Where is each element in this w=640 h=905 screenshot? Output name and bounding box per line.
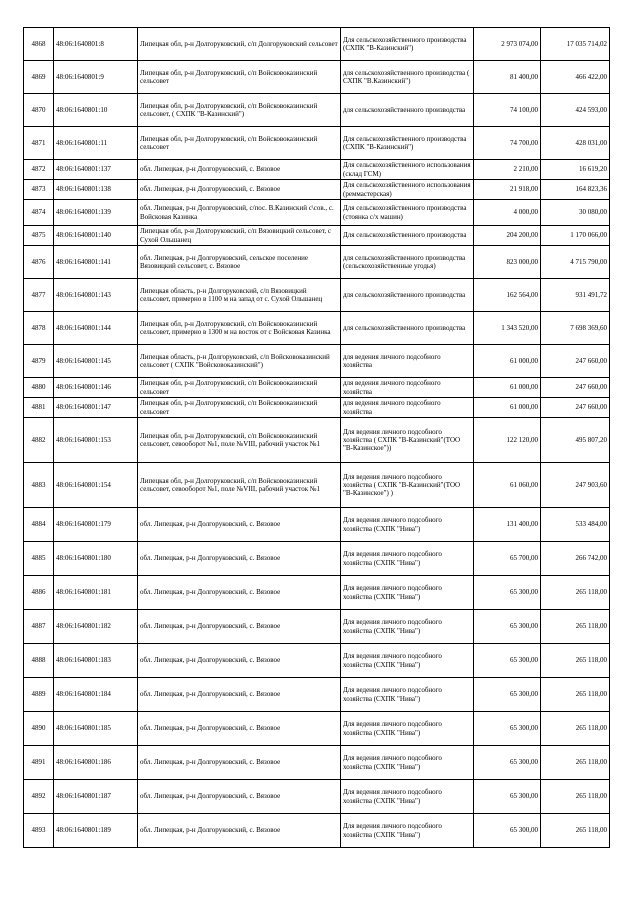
address-cell: обл. Липецкая, р-н Долгоруковский, с. Вязовое bbox=[138, 712, 341, 746]
table-row bbox=[24, 127, 610, 160]
table-row bbox=[24, 345, 610, 378]
table-row bbox=[24, 200, 610, 226]
row-number-cell: 4872 bbox=[24, 160, 54, 180]
table-row bbox=[24, 780, 610, 814]
area-cell: 65 300,00 bbox=[474, 814, 541, 848]
area-cell: 65 300,00 bbox=[474, 712, 541, 746]
row-number-cell: 4868 bbox=[24, 28, 54, 61]
cadastral-number-cell: 48:06:1640801:179 bbox=[54, 508, 138, 542]
area-cell: 823 000,00 bbox=[474, 246, 541, 279]
table-row bbox=[24, 463, 610, 508]
cadastral-value-cell: 247 903,60 bbox=[541, 463, 610, 508]
table-body bbox=[24, 28, 610, 848]
row-number-cell: 4869 bbox=[24, 61, 54, 94]
area-cell: 1 343 520,00 bbox=[474, 312, 541, 345]
cadastral-value-cell: 247 660,00 bbox=[541, 398, 610, 418]
land-use-cell: Для ведения личного подсобного хозяйства ( СХПК "В-Казинский"(ТОО "В-Казинское") ) bbox=[341, 463, 474, 508]
table-row bbox=[24, 542, 610, 576]
cadastral-number-cell: 48:06:1640801:187 bbox=[54, 780, 138, 814]
table-row bbox=[24, 226, 610, 246]
address-cell: Липецкая обл, р-н Долгоруковский, с/п Войсковоказинский сельсовет, ( СХПК "В-Казинский") bbox=[138, 94, 341, 127]
row-number-cell: 4881 bbox=[24, 398, 54, 418]
cadastral-value-cell: 931 491,72 bbox=[541, 279, 610, 312]
cadastral-number-cell: 48:06:1640801:183 bbox=[54, 644, 138, 678]
cadastral-number-cell: 48:06:1640801:141 bbox=[54, 246, 138, 279]
address-cell: обл. Липецкая, р-н Долгоруковский, с. Вязовое bbox=[138, 576, 341, 610]
area-cell: 74 100,00 bbox=[474, 94, 541, 127]
cadastral-number-cell: 48:06:1640801:137 bbox=[54, 160, 138, 180]
cadastral-number-cell: 48:06:1640801:184 bbox=[54, 678, 138, 712]
address-cell: обл. Липецкая, р-н Долгоруковский, с. Вязовое bbox=[138, 746, 341, 780]
row-number-cell: 4888 bbox=[24, 644, 54, 678]
area-cell: 65 300,00 bbox=[474, 678, 541, 712]
land-use-cell: Для сельскохозяйственного производства bbox=[341, 226, 474, 246]
cadastral-number-cell: 48:06:1640801:9 bbox=[54, 61, 138, 94]
land-use-cell: Для сельскохозяйственного использования (реммастерская) bbox=[341, 180, 474, 200]
area-cell: 131 400,00 bbox=[474, 508, 541, 542]
area-cell: 65 300,00 bbox=[474, 576, 541, 610]
address-cell: Липецкая обл, р-н Долгоруковский, с/п Войсковоказинский сельсовет bbox=[138, 378, 341, 398]
address-cell: обл. Липецкая, р-н Долгоруковский, с. Вязовое bbox=[138, 814, 341, 848]
land-use-cell: для сельскохозяйственного производства ( СХПК "В.Казинский") bbox=[341, 61, 474, 94]
address-cell: Липецкая обл, р-н Долгоруковский, с/п Вязовицкий сельсовет, с Сухой Ольшанец bbox=[138, 226, 341, 246]
land-use-cell: Для ведения личного подсобного хозяйства (СХПК "Нива") bbox=[341, 678, 474, 712]
address-cell: Липецкая обл, р-н Долгоруковский, с/п Войсковоказинский сельсовет, севооборот №1, поле №VIII, рабочий участок №1 bbox=[138, 418, 341, 463]
table-row bbox=[24, 378, 610, 398]
cadastral-number-cell: 48:06:1640801:144 bbox=[54, 312, 138, 345]
row-number-cell: 4891 bbox=[24, 746, 54, 780]
table-row bbox=[24, 160, 610, 180]
cadastral-value-cell: 466 422,00 bbox=[541, 61, 610, 94]
cadastral-number-cell: 48:06:1640801:186 bbox=[54, 746, 138, 780]
address-cell: обл. Липецкая, р-н Долгоруковский, с. Вязовое bbox=[138, 678, 341, 712]
table-row bbox=[24, 418, 610, 463]
area-cell: 4 000,00 bbox=[474, 200, 541, 226]
cadastral-number-cell: 48:06:1640801:138 bbox=[54, 180, 138, 200]
land-use-cell: для сельскохозяйственного производства (сельскохозяйственные угодья) bbox=[341, 246, 474, 279]
row-number-cell: 4889 bbox=[24, 678, 54, 712]
cadastral-value-cell: 266 742,00 bbox=[541, 542, 610, 576]
cadastral-number-cell: 48:06:1640801:185 bbox=[54, 712, 138, 746]
land-use-cell: Для ведения личного подсобного хозяйства (СХПК "Нива") bbox=[341, 576, 474, 610]
table-row bbox=[24, 712, 610, 746]
address-cell: обл. Липецкая, р-н Долгоруковский, с. Вязовое bbox=[138, 610, 341, 644]
land-use-cell: Для ведения личного подсобного хозяйства (СХПК "Нива") bbox=[341, 780, 474, 814]
area-cell: 61 000,00 bbox=[474, 378, 541, 398]
row-number-cell: 4886 bbox=[24, 576, 54, 610]
document-page bbox=[23, 27, 609, 848]
row-number-cell: 4871 bbox=[24, 127, 54, 160]
row-number-cell: 4887 bbox=[24, 610, 54, 644]
cadastral-value-cell: 428 031,00 bbox=[541, 127, 610, 160]
table-row bbox=[24, 279, 610, 312]
table-row bbox=[24, 610, 610, 644]
address-cell: Липецкая обл, р-н Долгоруковский, с/п Войсковоказинский сельсовет bbox=[138, 398, 341, 418]
area-cell: 204 200,00 bbox=[474, 226, 541, 246]
land-use-cell: Для сельскохозяйственного производства (СХПК "В-Казинский") bbox=[341, 127, 474, 160]
address-cell: обл. Липецкая, р-н Долгоруковский, с. Вязовое bbox=[138, 508, 341, 542]
land-use-cell: для ведения личного подсобного хозяйства bbox=[341, 345, 474, 378]
cadastral-value-cell: 247 660,00 bbox=[541, 345, 610, 378]
cadastral-number-cell: 48:06:1640801:10 bbox=[54, 94, 138, 127]
land-use-cell: Для сельскохозяйственного использования (склад ГСМ) bbox=[341, 160, 474, 180]
address-cell: обл. Липецкая, р-н Долгоруковский, с. Вязовое bbox=[138, 160, 341, 180]
cadastral-number-cell: 48:06:1640801:153 bbox=[54, 418, 138, 463]
row-number-cell: 4882 bbox=[24, 418, 54, 463]
land-use-cell: для сельскохозяйственного производства bbox=[341, 279, 474, 312]
area-cell: 122 120,00 bbox=[474, 418, 541, 463]
table-row bbox=[24, 644, 610, 678]
address-cell: Липецкая обл, р-н Долгоруковский, с/п Войсковоказинский сельсовет, примерно в 1300 м на восток от с Войсковая Казинка bbox=[138, 312, 341, 345]
area-cell: 61 060,00 bbox=[474, 463, 541, 508]
land-plots-table bbox=[23, 27, 610, 848]
area-cell: 2 210,00 bbox=[474, 160, 541, 180]
area-cell: 65 300,00 bbox=[474, 780, 541, 814]
row-number-cell: 4885 bbox=[24, 542, 54, 576]
cadastral-value-cell: 7 698 369,60 bbox=[541, 312, 610, 345]
cadastral-number-cell: 48:06:1640801:146 bbox=[54, 378, 138, 398]
cadastral-number-cell: 48:06:1640801:181 bbox=[54, 576, 138, 610]
cadastral-value-cell: 17 035 714,02 bbox=[541, 28, 610, 61]
row-number-cell: 4877 bbox=[24, 279, 54, 312]
land-use-cell: Для ведения личного подсобного хозяйства (СХПК "Нива") bbox=[341, 542, 474, 576]
land-use-cell: Для ведения личного подсобного хозяйства (СХПК "Нива") bbox=[341, 610, 474, 644]
cadastral-number-cell: 48:06:1640801:139 bbox=[54, 200, 138, 226]
row-number-cell: 4876 bbox=[24, 246, 54, 279]
table-row bbox=[24, 508, 610, 542]
table-row bbox=[24, 814, 610, 848]
land-use-cell: Для ведения личного подсобного хозяйства (СХПК "Нива") bbox=[341, 644, 474, 678]
row-number-cell: 4874 bbox=[24, 200, 54, 226]
row-number-cell: 4873 bbox=[24, 180, 54, 200]
area-cell: 81 400,00 bbox=[474, 61, 541, 94]
cadastral-value-cell: 265 118,00 bbox=[541, 610, 610, 644]
area-cell: 65 300,00 bbox=[474, 610, 541, 644]
cadastral-value-cell: 30 080,00 bbox=[541, 200, 610, 226]
address-cell: Липецкая область, р-н Долгоруковский, с/п Вязовицкий сельсовет, примерно в 1100 м на запад от с. Сухой Ольшанец bbox=[138, 279, 341, 312]
address-cell: Липецкая область, р-н Долгоруковский, с/п Войсковоказинский сельсовет ( СХПК "Войсковоказинский") bbox=[138, 345, 341, 378]
cadastral-value-cell: 265 118,00 bbox=[541, 678, 610, 712]
area-cell: 65 700,00 bbox=[474, 542, 541, 576]
area-cell: 74 700,00 bbox=[474, 127, 541, 160]
land-use-cell: Для сельскохозяйственного производства (стоянка с/х машин) bbox=[341, 200, 474, 226]
land-use-cell: для сельскохозяйственного производства bbox=[341, 312, 474, 345]
address-cell: обл. Липецкая, р-н Долгоруковский, с. Вязовое bbox=[138, 780, 341, 814]
table-row bbox=[24, 246, 610, 279]
cadastral-value-cell: 1 170 066,00 bbox=[541, 226, 610, 246]
row-number-cell: 4880 bbox=[24, 378, 54, 398]
table-row bbox=[24, 398, 610, 418]
cadastral-value-cell: 16 619,20 bbox=[541, 160, 610, 180]
area-cell: 2 973 074,00 bbox=[474, 28, 541, 61]
cadastral-number-cell: 48:06:1640801:189 bbox=[54, 814, 138, 848]
cadastral-number-cell: 48:06:1640801:8 bbox=[54, 28, 138, 61]
address-cell: Липецкая обл, р-н Долгоруковский, с/п Войсковоказинский сельсовет bbox=[138, 127, 341, 160]
address-cell: обл. Липецкая, р-н Долгоруковский, с/пос. В.Казинский с\сов., с. Войсковая Казинка bbox=[138, 200, 341, 226]
cadastral-value-cell: 247 660,00 bbox=[541, 378, 610, 398]
address-cell: обл. Липецкая, р-н Долгоруковский, с. Вязовое bbox=[138, 180, 341, 200]
table-row bbox=[24, 746, 610, 780]
land-use-cell: для сельскохозяйственного производства bbox=[341, 94, 474, 127]
area-cell: 65 300,00 bbox=[474, 644, 541, 678]
land-use-cell: Для ведения личного подсобного хозяйства (СХПК "Нива") bbox=[341, 746, 474, 780]
area-cell: 61 000,00 bbox=[474, 398, 541, 418]
land-use-cell: Для ведения личного подсобного хозяйства ( СХПК "В-Казинский"(ТОО "В-Казинское")) bbox=[341, 418, 474, 463]
cadastral-value-cell: 265 118,00 bbox=[541, 746, 610, 780]
land-use-cell: для ведения личного подсобного хозяйства bbox=[341, 398, 474, 418]
address-cell: Липецкая обл, р-н Долгоруковский, с/п Долгоруковский сельсовет bbox=[138, 28, 341, 61]
area-cell: 61 000,00 bbox=[474, 345, 541, 378]
table-row bbox=[24, 576, 610, 610]
land-use-cell: Для ведения личного подсобного хозяйства (СХПК "Нива") bbox=[341, 712, 474, 746]
address-cell: обл. Липецкая, р-н Долгоруковский, с. Вязовое bbox=[138, 644, 341, 678]
land-use-cell: Для ведения личного подсобного хозяйства (СХПК "Нива") bbox=[341, 814, 474, 848]
area-cell: 21 918,00 bbox=[474, 180, 541, 200]
address-cell: обл. Липецкая, р-н Долгоруковский, с. Вязовое bbox=[138, 542, 341, 576]
cadastral-number-cell: 48:06:1640801:154 bbox=[54, 463, 138, 508]
cadastral-value-cell: 265 118,00 bbox=[541, 644, 610, 678]
cadastral-number-cell: 48:06:1640801:140 bbox=[54, 226, 138, 246]
land-use-cell: Для ведения личного подсобного хозяйства (СХПК "Нива") bbox=[341, 508, 474, 542]
cadastral-value-cell: 265 118,00 bbox=[541, 576, 610, 610]
row-number-cell: 4892 bbox=[24, 780, 54, 814]
table-row bbox=[24, 61, 610, 94]
cadastral-value-cell: 495 807,20 bbox=[541, 418, 610, 463]
cadastral-value-cell: 265 118,00 bbox=[541, 814, 610, 848]
cadastral-value-cell: 4 715 790,00 bbox=[541, 246, 610, 279]
row-number-cell: 4878 bbox=[24, 312, 54, 345]
cadastral-value-cell: 265 118,00 bbox=[541, 712, 610, 746]
cadastral-number-cell: 48:06:1640801:11 bbox=[54, 127, 138, 160]
cadastral-value-cell: 265 118,00 bbox=[541, 780, 610, 814]
cadastral-value-cell: 424 593,00 bbox=[541, 94, 610, 127]
table-row bbox=[24, 180, 610, 200]
cadastral-number-cell: 48:06:1640801:182 bbox=[54, 610, 138, 644]
cadastral-value-cell: 533 484,00 bbox=[541, 508, 610, 542]
cadastral-number-cell: 48:06:1640801:180 bbox=[54, 542, 138, 576]
row-number-cell: 4890 bbox=[24, 712, 54, 746]
land-use-cell: Для сельскохозяйственного производства (СХПК "В-Казинский") bbox=[341, 28, 474, 61]
row-number-cell: 4875 bbox=[24, 226, 54, 246]
land-use-cell: для ведения личного подсобного хозяйства bbox=[341, 378, 474, 398]
table-row bbox=[24, 94, 610, 127]
area-cell: 162 564,00 bbox=[474, 279, 541, 312]
table-row bbox=[24, 28, 610, 61]
cadastral-number-cell: 48:06:1640801:145 bbox=[54, 345, 138, 378]
area-cell: 65 300,00 bbox=[474, 746, 541, 780]
row-number-cell: 4884 bbox=[24, 508, 54, 542]
table-row bbox=[24, 312, 610, 345]
row-number-cell: 4883 bbox=[24, 463, 54, 508]
cadastral-number-cell: 48:06:1640801:143 bbox=[54, 279, 138, 312]
cadastral-number-cell: 48:06:1640801:147 bbox=[54, 398, 138, 418]
address-cell: Липецкая обл, р-н Долгоруковский, с/п Войсковоказинский сельсовет, севооборот №1, поле №VIII, рабочий участок №1 bbox=[138, 463, 341, 508]
row-number-cell: 4893 bbox=[24, 814, 54, 848]
address-cell: Липецкая обл, р-н Долгоруковский, с/п Войсковоказинский сельсовет bbox=[138, 61, 341, 94]
cadastral-value-cell: 164 823,36 bbox=[541, 180, 610, 200]
table-row bbox=[24, 678, 610, 712]
address-cell: обл. Липецкая, р-н Долгоруковский, сельское поселение Вязовицкий сельсовет, с. Вязовое bbox=[138, 246, 341, 279]
row-number-cell: 4870 bbox=[24, 94, 54, 127]
row-number-cell: 4879 bbox=[24, 345, 54, 378]
